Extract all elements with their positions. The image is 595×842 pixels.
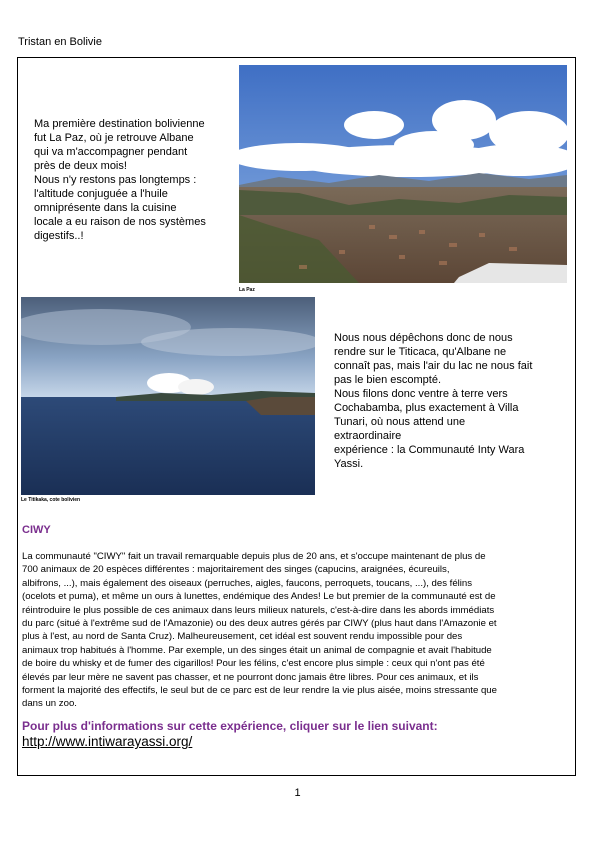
text-line: Yassi.: [334, 458, 364, 470]
text-line: réintroduire le plus possible de ces animaux dans leurs milieux naturels, c'est-à-dire dans les abords immédiats: [22, 604, 495, 616]
section-title: CIWY: [22, 524, 51, 536]
travel-paragraph: [334, 331, 534, 471]
text-line: élevés par leur mère ne savent pas chasser, et ne pourront donc jamais être libres. Pour ces animaux, et ils: [22, 671, 479, 683]
document-header: Tristan en Bolivie: [18, 36, 102, 48]
text-line: locale a eu raison de nos systèmes: [34, 216, 206, 228]
more-info-heading: Pour plus d'informations sur cette expérience, cliquer sur le lien suivant:: [22, 719, 438, 733]
text-line: près de deux mois!: [34, 160, 127, 172]
text-line: Nous n'y restons pas longtemps :: [34, 174, 197, 186]
text-line: animaux trop habitués à l'homme. Par exemple, un des singes était un animal de compagnie et avait l'habitude: [22, 644, 492, 656]
page-number: 1: [294, 787, 301, 799]
text-line: pas le bien escompté.: [334, 374, 442, 386]
ciwy-paragraph: [22, 550, 570, 711]
la-paz-photo: [239, 65, 567, 283]
text-line: La communauté "CIWY" fait un travail remarquable depuis plus de 20 ans, et s'occupe maintenant de plus de: [22, 551, 486, 562]
text-line: digestifs..!: [34, 230, 84, 242]
text-line: qui va m'accompagner pendant: [34, 146, 188, 158]
text-line: fut La Paz, où je retrouve Albane: [34, 132, 194, 144]
text-line: Tunari, où nous attend une extraordinaire: [334, 416, 466, 442]
text-line: plus à l'est, au nord de Santa Cruz). Malheureusement, cet idéal est souvent rendu impossible pour des: [22, 631, 463, 643]
text-line: Ma première destination bolivienne: [34, 118, 205, 130]
text-line: Nous nous dépêchons donc de nous: [334, 332, 513, 344]
text-line: albifrons, ...), mais également des oiseaux (perruches, aigles, faucons, perroquets, toucans, ...), des félins: [22, 577, 473, 589]
text-line: connaît pas, mais l'air du lac ne nous fait: [334, 360, 533, 372]
photo-caption: Le Titikaka, cote bolivien: [21, 497, 81, 503]
text-line: Nous filons donc ventre à terre vers: [334, 388, 508, 400]
text-line: du parc (situé à l'extrême sud de l'Amazonie) ou des deux autres gérés par CIWY (plus haut dans l'Amazonie et: [22, 618, 497, 630]
text-line: expérience : la Communauté Inty Wara: [334, 444, 525, 456]
text-line: 700 animaux de 20 espèces différentes : majoritairement des singes (capucins, araignées, écureuils,: [22, 564, 450, 576]
website-link[interactable]: http://www.intiwarayassi.org/: [22, 734, 193, 749]
text-line: forment la majorité des effectifs, le seul but de ce parc est de leur rendre la vie plus aisée, moins stressante que: [22, 685, 497, 697]
text-line: dans un zoo.: [22, 698, 77, 710]
text-line: rendre sur le Titicaca, qu'Albane ne: [334, 346, 507, 358]
text-line: (ocelots et puma), et même un ours à lunettes, endémique des Andes! Le but premier de la communauté est de: [22, 591, 496, 603]
titicaca-photo: [21, 297, 315, 495]
photo-caption: La Paz: [239, 287, 255, 293]
text-line: l'altitude conjuguée a l'huile: [34, 188, 168, 200]
intro-paragraph: [34, 117, 229, 243]
text-line: omniprésente dans la cuisine: [34, 202, 177, 214]
text-line: Cochabamba, plus exactement à Villa: [334, 402, 519, 414]
text-line: de boire du whisky et de fumer des cigarillos! Pour les félins, c'est encore plus simple : ceux qui n'ont pas été: [22, 658, 485, 670]
